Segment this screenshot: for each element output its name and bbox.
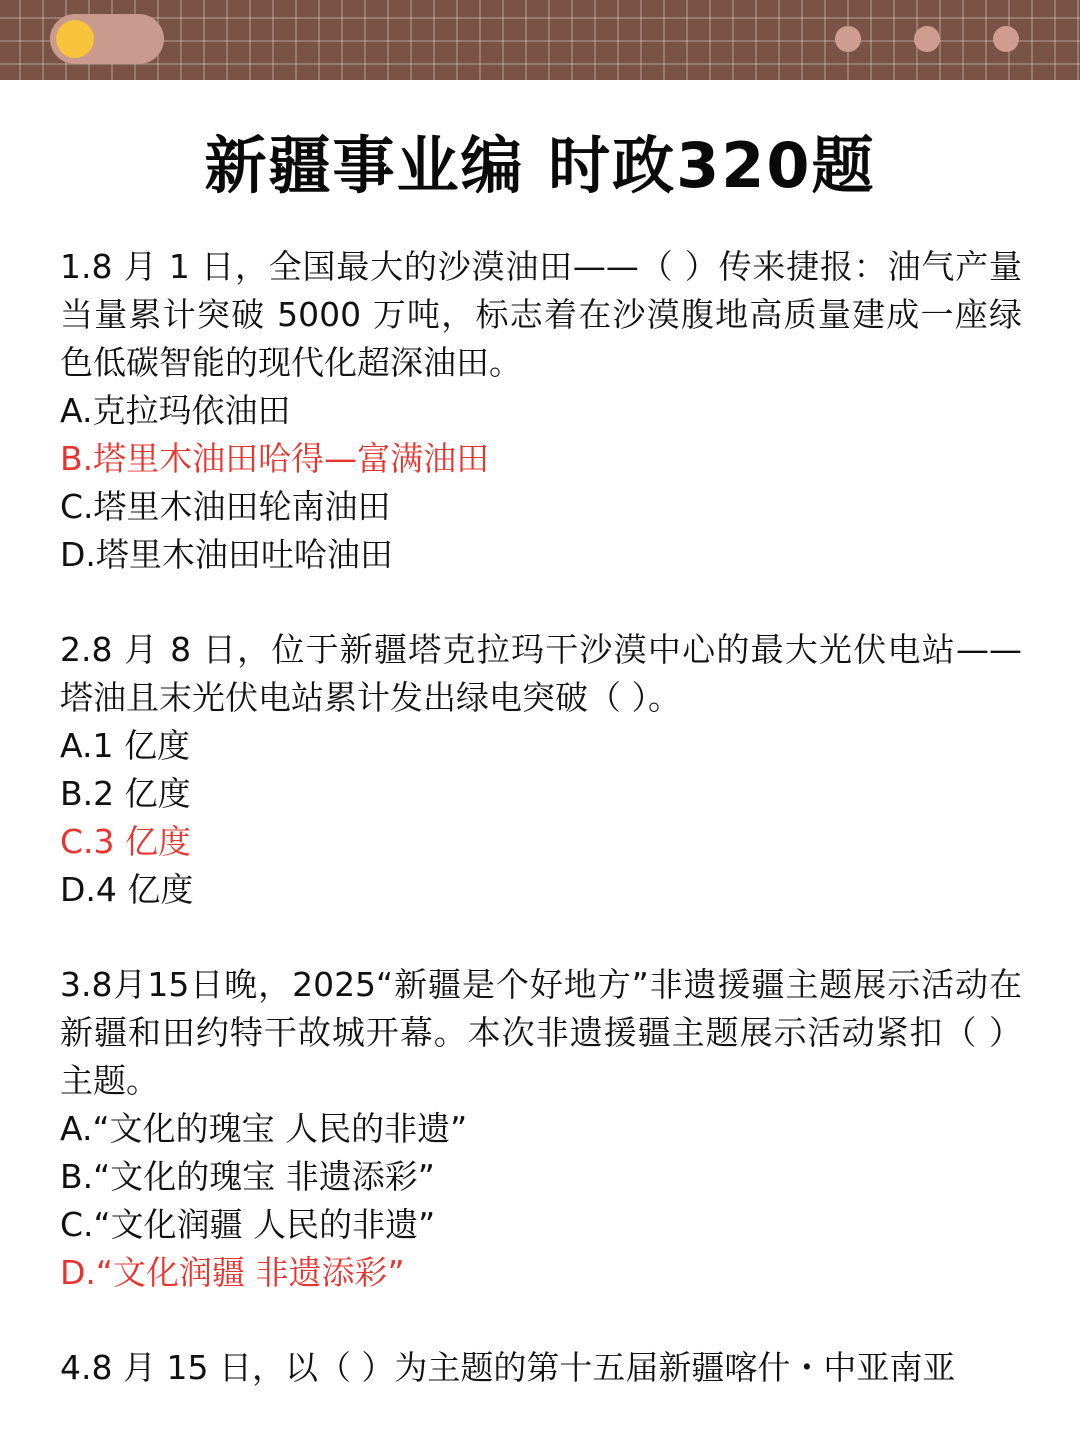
dot-icon [835,26,861,52]
answer-option: C.“文化润疆 人民的非遗” [60,1205,436,1244]
answer-option: D.塔里木油田吐哈油田 [60,535,393,574]
dot-icon [993,26,1019,52]
correct-answer-option: B.塔里木油田哈得—富满油田 [60,439,490,478]
correct-answer-option: C.3 亿度 [60,822,192,861]
question-text: 2.8 月 8 日，位于新疆塔克拉玛干沙漠中心的最大光伏电站——塔油且末光伏电站累计发出绿电突破（ ）。 [60,630,1022,717]
answer-option: B.2 亿度 [60,774,191,813]
answer-option: B.“文化的瑰宝 非遗添彩” [60,1157,435,1196]
answer-option: A.克拉玛依油田 [60,391,291,430]
answer-option: C.塔里木油田轮南油田 [60,487,391,526]
question-list [60,243,1022,1439]
question-text: 1.8 月 1 日，全国最大的沙漠油田——（ ）传来捷报：油气产量当量累计突破 5000 万吨，标志着在沙漠腹地高质量建成一座绿色低碳智能的现代化超深油田。 [60,247,1022,382]
question-text: 3.8月15日晚，2025“新疆是个好地方”非遗援疆主题展示活动在新疆和田约特干故城开幕。本次非遗援疆主题展示活动紧扣（ ）主题。 [60,965,1022,1100]
correct-answer-option: D.“文化润疆 非遗添彩” [60,1253,405,1292]
yellow-knob-icon [56,20,94,58]
question-item [60,1344,1022,1392]
dot-icon [914,26,940,52]
question-item [60,961,1022,1297]
question-item [60,243,1022,579]
answer-option: A.1 亿度 [60,726,190,765]
page-title: 新疆事业编 时政320题 [204,129,876,202]
decorative-header-bar [0,0,1080,80]
answer-option: D.4 亿度 [60,870,194,909]
toggle-pill-decoration [50,14,164,64]
question-text: 4.8 月 15 日，以（ ）为主题的第十五届新疆喀什・中亚南亚 [60,1348,956,1387]
answer-option: A.“文化的瑰宝 人民的非遗” [60,1109,468,1148]
question-item [60,626,1022,914]
